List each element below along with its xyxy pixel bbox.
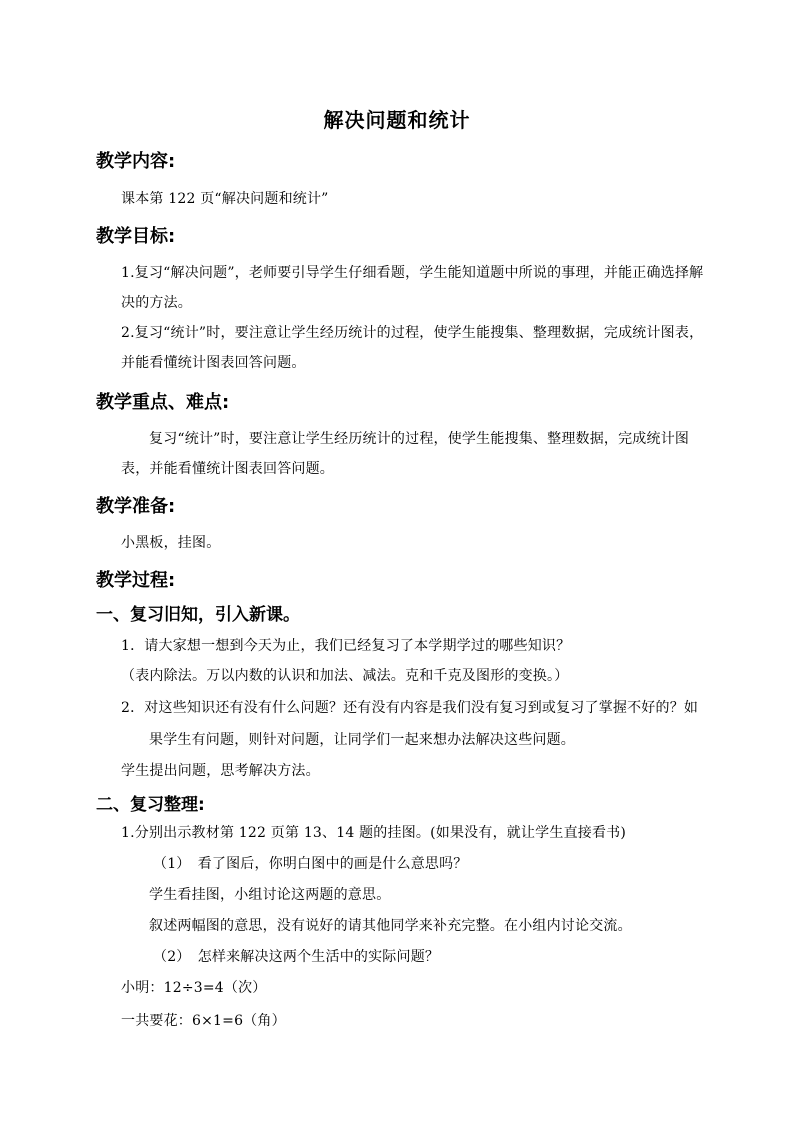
preparation-text: 小黑板，挂图。 [121,535,221,551]
goal-2-line-1: 2.复习“统计”时，要注意让学生经历统计的过程，使学生能搜集、整理数据，完成统计图表， [121,325,704,341]
goal-1-line-1: 1.复习“解决问题”，老师要引导学生仔细看题，学生能知道题中所说的事理，并能正确选择解 [121,265,704,281]
heading-process: 教学过程: [96,570,176,591]
key-points-line-2: 表，并能看懂统计图表回答问题。 [121,461,334,477]
part-2-question-2: （2） 怎样来解决这两个生活中的实际问题？ [153,949,440,965]
heading-preparation: 教学准备: [96,496,176,517]
part-1-item-1-note: （表内除法。万以内数的认识和加法、减法。克和千克及图形的变换。） [121,668,569,684]
heading-part-1: 一、复习旧知，引入新课。 [96,605,300,625]
part-1-item-2-line-2: 果学生有问题，则针对问题，让同学们一起来想办法解决这些问题。 [149,732,575,748]
part-1-item-2-line-1: 2．对这些知识还有没有什么问题？还有没有内容是我们没有复习到或复习了掌握不好的？如 [121,700,699,716]
part-2-question-1-answer-b: 叙述两幅图的意思，没有说好的请其他同学来补充完整。在小组内讨论交流。 [149,918,632,934]
heading-part-2: 二、复习整理: [96,795,205,815]
part-2-question-1: （1） 看了图后，你明白图中的画是什么意思吗？ [153,856,468,872]
part-2-item-1: 1.分别出示教材第 122 页第 13、14 题的挂图。(如果没有，就让学生直接看书) [121,825,627,841]
heading-teaching-goals: 教学目标: [96,226,176,247]
key-points-line-1: 复习“统计”时，要注意让学生经历统计的过程，使学生能搜集、整理数据，完成统计图 [149,431,690,447]
heading-key-points: 教学重点、难点: [96,392,230,413]
teaching-content-text: 课本第 122 页“解决问题和统计” [121,191,329,207]
page-title: 解决问题和统计 [323,108,471,132]
part-1-student-text: 学生提出问题，思考解决方法。 [121,763,320,779]
goal-2-line-2: 并能看懂统计图表回答问题。 [121,355,306,371]
part-2-calc-2: 一共要花：6×1=6（角） [121,1013,286,1029]
part-2-calc-1: 小明：12÷3=4（次） [121,980,267,996]
heading-teaching-content: 教学内容: [96,151,176,172]
part-2-question-1-answer-a: 学生看挂图，小组讨论这两题的意思。 [149,887,391,903]
goal-1-line-2: 决的方法。 [121,295,192,311]
part-1-item-1: 1．请大家想一想到今天为止，我们已经复习了本学期学过的哪些知识？ [121,638,571,654]
